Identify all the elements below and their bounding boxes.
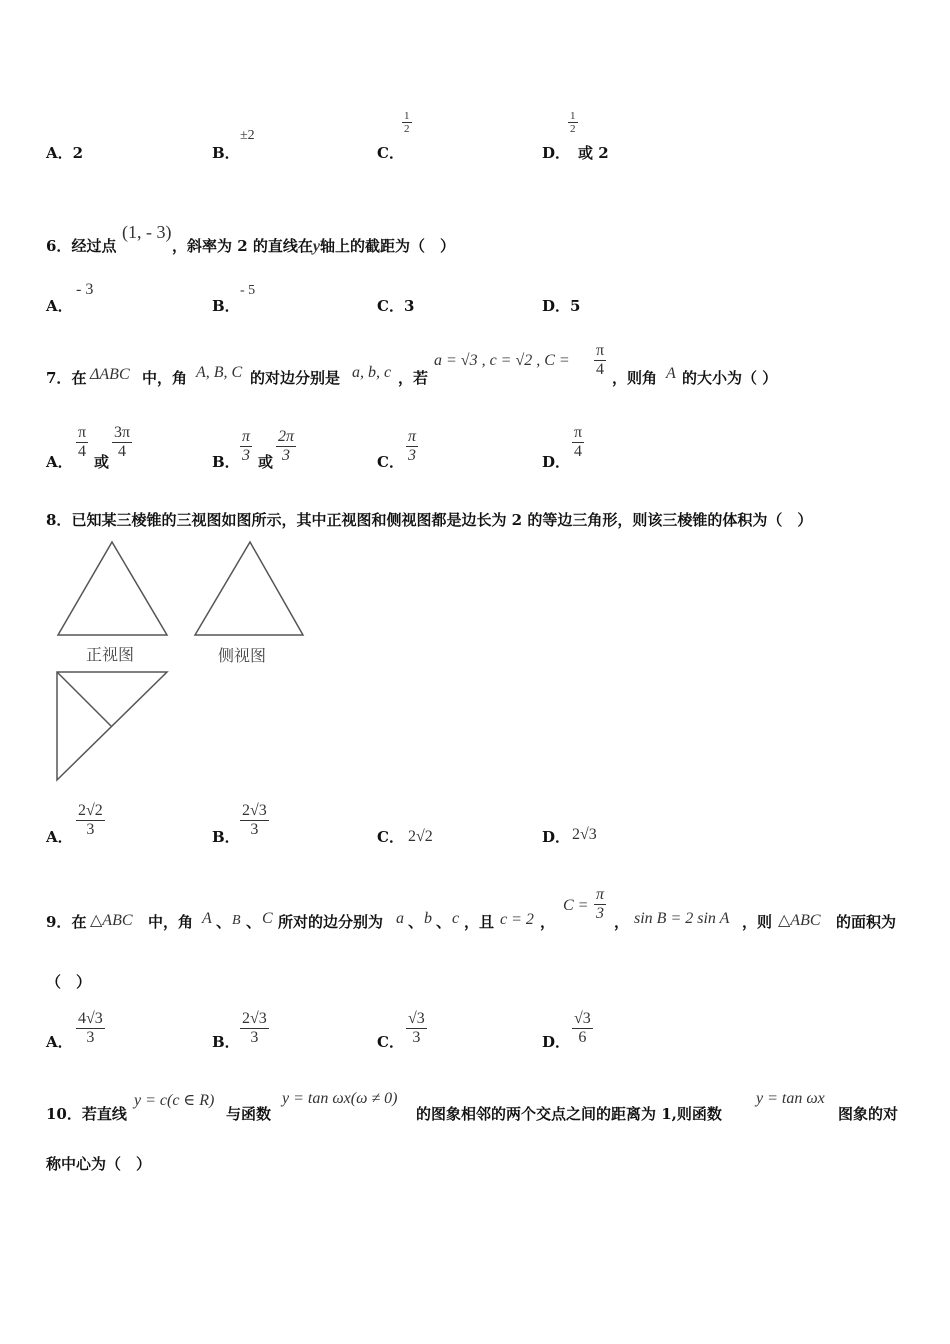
q9-side-b: b bbox=[424, 910, 432, 927]
q7-stem-1: 7．在 bbox=[46, 369, 87, 387]
q8-option-c-value: 2√2 bbox=[408, 828, 433, 845]
q9-stem-5: ，则 bbox=[742, 913, 773, 931]
q9-option-c[interactable]: C． bbox=[377, 1033, 404, 1051]
front-view-triangle bbox=[58, 542, 167, 635]
q7-sides: a, b, c bbox=[352, 364, 392, 381]
q8-option-d[interactable]: D． bbox=[542, 828, 571, 846]
q7-condition-fraction: $\frac{\pi}{4}$ bbox=[596, 342, 605, 378]
q5-option-d[interactable]: D． bbox=[542, 144, 571, 162]
q8-option-d-value: 2√3 bbox=[572, 826, 597, 843]
q7-option-a-frac-1: $\frac{\pi}{4}$ bbox=[78, 424, 87, 460]
q6-option-b[interactable]: B． bbox=[212, 297, 240, 315]
q9-stem-2: 中，角 bbox=[148, 913, 194, 931]
q7-stem-5: ，则角 bbox=[612, 369, 658, 387]
q9-triangle-2: △ABC bbox=[778, 912, 821, 929]
q9-blank: （ ） bbox=[46, 973, 92, 991]
q9-sep-1: 、 bbox=[216, 913, 232, 931]
q9-option-c-frac: $\frac{√3}{3}$ bbox=[408, 1010, 425, 1046]
side-view-label: 侧视图 bbox=[218, 646, 267, 665]
q7-option-c-frac: $\frac{\pi}{3}$ bbox=[408, 428, 417, 464]
q9-angle-a: A bbox=[202, 910, 212, 927]
q7-option-d[interactable]: D． bbox=[542, 453, 571, 471]
q10-stem-2: 与函数 bbox=[226, 1105, 272, 1123]
q6-option-d[interactable]: D．5 bbox=[542, 297, 581, 315]
q9-angle-c: C bbox=[262, 910, 273, 927]
side-view-triangle bbox=[195, 542, 303, 635]
q7-var-a: A bbox=[666, 365, 676, 382]
q7-option-a[interactable]: A． bbox=[46, 453, 73, 471]
q9-side-a: a bbox=[396, 910, 404, 927]
q7-option-a-frac-2: $\frac{3\pi}{4}$ bbox=[114, 424, 131, 460]
q8-option-b[interactable]: B． bbox=[212, 828, 240, 846]
q6-option-a[interactable]: A． bbox=[46, 297, 73, 315]
q8-option-a-frac: $\frac{2√2}{3}$ bbox=[78, 802, 103, 838]
q9-option-b-frac: $\frac{2√3}{3}$ bbox=[242, 1010, 267, 1046]
q5-option-c-fraction: $\frac{1}{2}$ bbox=[404, 110, 410, 136]
q5-option-d-fraction: $\frac{1}{2}$ bbox=[570, 110, 576, 136]
q9-comma-1: ， bbox=[540, 913, 556, 931]
q9-condition-lhs: C = bbox=[563, 897, 589, 914]
q9-stem-4: ，且 bbox=[464, 913, 495, 931]
q10-stem-1: 10．若直线 bbox=[46, 1105, 127, 1123]
front-view-label: 正视图 bbox=[86, 645, 135, 664]
q7-stem-2: 中，角 bbox=[142, 369, 188, 387]
q10-line: y = c(c ∈ R) bbox=[134, 1092, 215, 1109]
q9-sep-3: 、 bbox=[408, 913, 424, 931]
q9-option-a[interactable]: A． bbox=[46, 1033, 73, 1051]
q6-point: (1, - 3) bbox=[122, 222, 172, 242]
q7-option-b-or: 或 bbox=[258, 453, 274, 471]
q7-option-b-frac-2: $\frac{2\pi}{3}$ bbox=[278, 428, 295, 464]
q7-option-b[interactable]: B． bbox=[212, 453, 240, 471]
q10-stem-5: 称中心为（ ） bbox=[46, 1155, 152, 1173]
q9-sine-condition: sin B = 2 sin A bbox=[634, 910, 730, 927]
q5-option-a[interactable]: A．2 bbox=[46, 144, 84, 162]
q6-stem-start: 6．经过点 bbox=[46, 237, 117, 255]
q9-option-a-frac: $\frac{4√3}{3}$ bbox=[78, 1010, 103, 1046]
q5-option-c[interactable]: C． bbox=[377, 144, 404, 162]
q10-function: y = tan ωx(ω ≠ 0) bbox=[282, 1090, 398, 1107]
q9-stem-1: 9．在 bbox=[46, 913, 87, 931]
q7-option-b-frac-1: $\frac{\pi}{3}$ bbox=[242, 428, 251, 464]
q7-stem-6: 的大小为（ ） bbox=[682, 369, 778, 387]
q9-angle-b: B bbox=[232, 913, 241, 928]
q7-option-c[interactable]: C． bbox=[377, 453, 404, 471]
q7-stem-3: 的对边分别是 bbox=[250, 369, 341, 387]
q8-option-b-frac: $\frac{2√3}{3}$ bbox=[242, 802, 267, 838]
q8-stem: 8．已知某三棱锥的三视图如图所示，其中正视图和侧视图都是边长为 2 的等边三角形，则该三棱锥的体积为（ ） bbox=[46, 511, 813, 529]
q9-sep-4: 、 bbox=[436, 913, 452, 931]
q7-angles: A, B, C bbox=[196, 364, 243, 381]
q10-stem-3: 的图象相邻的两个交点之间的距离为 1,则函数 bbox=[416, 1105, 722, 1123]
q7-option-d-frac: $\frac{\pi}{4}$ bbox=[574, 424, 583, 460]
q9-option-b[interactable]: B． bbox=[212, 1033, 240, 1051]
q10-stem-4: 图象的对 bbox=[838, 1105, 899, 1123]
q9-stem-6: 的面积为 bbox=[836, 913, 897, 931]
q7-condition: a = √3 , c = √2 , C = bbox=[434, 352, 570, 369]
q6-stem-end: ，斜率为 2 的直线在y轴上的截距为（ ） bbox=[172, 237, 456, 255]
q9-side-c: c bbox=[452, 910, 460, 927]
q9-c-value: c = 2 bbox=[500, 911, 534, 928]
q10-function-2: y = tan ωx bbox=[756, 1090, 825, 1107]
q9-sep-2: 、 bbox=[246, 913, 262, 931]
q5-option-b-value: ±2 bbox=[240, 128, 255, 143]
q5-option-d-suffix: 或 2 bbox=[578, 144, 609, 162]
q7-triangle: ΔABC bbox=[90, 366, 130, 383]
q6-option-c[interactable]: C．3 bbox=[377, 297, 415, 315]
q9-option-d-frac: $\frac{√3}{6}$ bbox=[574, 1010, 591, 1046]
q9-option-d[interactable]: D． bbox=[542, 1033, 571, 1051]
q9-comma-2: ， bbox=[614, 913, 630, 931]
q8-option-c[interactable]: C． bbox=[377, 828, 404, 846]
top-view-inner-line bbox=[57, 672, 111, 726]
q9-condition-frac: $\frac{\pi}{3}$ bbox=[596, 886, 605, 922]
q7-stem-4: ，若 bbox=[398, 369, 429, 387]
q6-option-a-value: - 3 bbox=[76, 281, 94, 298]
q9-stem-3: 所对的边分别为 bbox=[278, 913, 384, 931]
q7-option-a-or: 或 bbox=[94, 453, 110, 471]
q8-option-a[interactable]: A． bbox=[46, 828, 73, 846]
q6-option-b-value: - 5 bbox=[240, 283, 256, 298]
q9-triangle: △ABC bbox=[90, 912, 133, 929]
q5-option-b[interactable]: B． bbox=[212, 144, 240, 162]
